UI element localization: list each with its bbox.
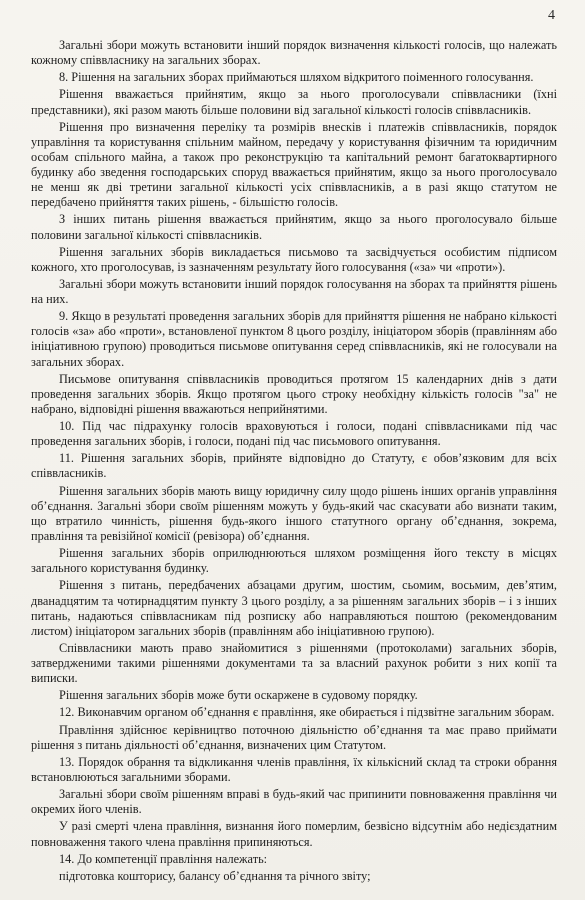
- paragraph: Загальні збори можуть встановити інший порядок голосування на зборах та прийняття рішень на них.: [31, 276, 557, 307]
- paragraph: Рішення вважається прийнятим, якщо за нього проголосували співвласники (їхні представники), які разом мають більше половини від загальної кількості голосів співвласників.: [31, 87, 557, 117]
- paragraph: Рішення загальних зборів може бути оскаржене в судовому порядку.: [59, 688, 418, 703]
- paragraph: 11. Рішення загальних зборів, прийняте відповідно до Статуту, є обов’язковим для всіх співвласників.: [31, 451, 557, 481]
- paragraph: 9. Якщо в результаті проведення загальних зборів для прийняття рішення не набрано кількості голосів «за» або «проти», встановленої пунктом 8 цього розділу, ініціатором зборів (правлінням або ініціативною групою) проводиться письмове опитування серед співвласників, які не голосували на загальних зборах.: [31, 309, 557, 369]
- paragraph: Загальні збори можуть встановити інший порядок визначення кількості голосів, що належать кожному співвласнику на загальних зборах.: [31, 38, 557, 68]
- paragraph: Рішення про визначення переліку та розмірів внесків і платежів співвласників, порядок управління та користування спільним майном, передачу у користування фізичним та юридичним особам спільного майна, а також про реконструкцію та капітальний ремонт багатоквартирного будинку або зведення господарських споруд вважається прийнятим, якщо за нього проголосувало не менш як дві третини загальної кількості усіх співвласників, а в разі якщо статутом не передбачено прийняття таких рішень, - більшістю голосів.: [31, 119, 557, 210]
- paragraph: Рішення з питань, передбачених абзацами другим, шостим, сьомим, восьмим, дев’ятим, дванадцятим та чотирнадцятим пункту 3 цього розділу, а за рішенням загальних зборів – і з інших питань, надаються співвласникам під розписку або направляються поштою (рекомендованим листом) ініціатором загальних зборів (правлінням або ініціативною групою).: [31, 578, 557, 638]
- paragraph: Правління здійснює керівництво поточною діяльністю об’єднання та має право приймати рішення з питань діяльності об’єднання, визначених цим Статутом.: [31, 722, 557, 752]
- page-number: 4: [548, 8, 555, 23]
- paragraph: Письмове опитування співвласників проводиться протягом 15 календарних днів з дати проведення загальних зборів. Якщо протягом цього строку необхідну кількість голосів "за" не набрано, відповідні рішення вважаються неприйнятими.: [31, 371, 557, 416]
- paragraph: З інших питань рішення вважається прийнятим, якщо за нього проголосувало більше половини загальної кількості співвласників.: [31, 212, 557, 242]
- paragraph: Рішення загальних зборів викладається письмово та засвідчується особистим підписом кожного, хто проголосував, із зазначенням результату його голосування («за» чи «проти»).: [31, 244, 557, 274]
- paragraph: Співвласники мають право знайомитися з рішеннями (протоколами) загальних зборів, затвердженими такими рішеннями документами та за власний рахунок робити з них копії та виписки.: [31, 640, 557, 686]
- paragraph: Рішення загальних зборів мають вищу юридичну силу щодо рішень інших органів управління об’єднання. Загальні збори своїм рішенням можуть у будь-який час скасувати або визнати таким, що втратило чинність, рішення будь-якого іншого статутного органу об’єднання, зокрема, правління та ревізійної комісії (ревізора) об’єднання.: [31, 483, 557, 543]
- paragraph: 12. Виконавчим органом об’єднання є правління, яке обирається і підзвітне загальним зборам.: [59, 705, 555, 720]
- paragraph: У разі смерті члена правління, визнання його померлим, безвісно відсутнім або недієздатним повноваження такого члена правління припиняються.: [31, 819, 557, 849]
- paragraph: 13. Порядок обрання та відкликання членів правління, їх кількісний склад та строки обрання встановлюються загальними зборами.: [31, 754, 557, 784]
- document-body: [31, 38, 557, 886]
- paragraph: Загальні збори своїм рішенням вправі в будь-який час припинити повноваження правління чи окремих його членів.: [31, 787, 557, 817]
- paragraph: 8. Рішення на загальних зборах приймаються шляхом відкритого поіменного голосування.: [59, 70, 534, 85]
- paragraph: Рішення загальних зборів оприлюднюються шляхом розміщення його тексту в місцях загального користування будинку.: [31, 546, 557, 576]
- paragraph: підготовка кошторису, балансу об’єднання та річного звіту;: [59, 868, 371, 883]
- paragraph: 14. До компетенції правління належать:: [59, 851, 268, 866]
- paragraph: 10. Під час підрахунку голосів враховуються і голоси, подані співвласниками під час проведення загальних зборів, і голоси, подані під час письмового опитування.: [31, 419, 557, 449]
